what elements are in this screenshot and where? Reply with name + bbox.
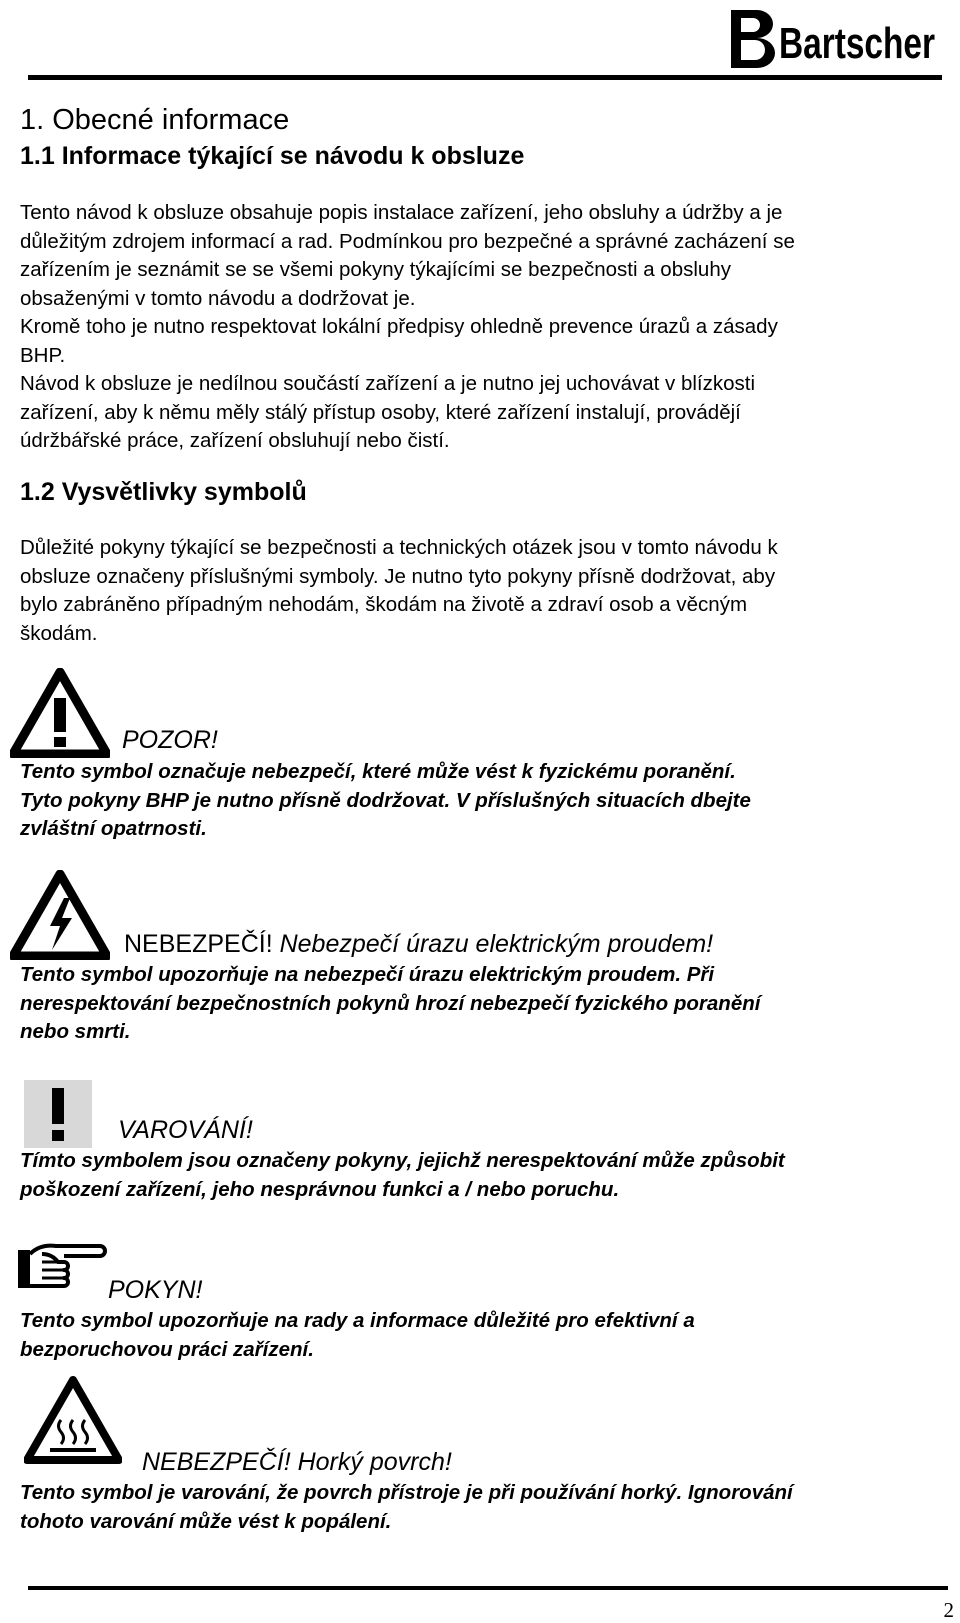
exclamation-icon — [24, 1080, 92, 1148]
footer-rule — [28, 1586, 948, 1590]
pozor-text — [20, 758, 950, 844]
paragraph-line: důležitým zdrojem informací a rad. Podmínkou pro bezpečné a správné zacházení se — [20, 229, 795, 253]
symbol-line: Tento symbol upozorňuje na rady a informace důležité pro efektivní a — [20, 1309, 695, 1332]
paragraph-line: bylo zabráněno případným nehodám, škodám na životě a zdraví osob a věcným — [20, 593, 748, 616]
symbol-line: poškození zařízení, jeho nesprávnou funkci a / nebo poruchu. — [20, 1177, 620, 1201]
elektro-title-italic: Nebezpečí úrazu elektrickým proudem! — [272, 930, 714, 958]
symbol-line: tohoto varování může vést k popálení. — [20, 1509, 392, 1533]
paragraph-line: škodám. — [20, 621, 98, 645]
subsection-title-manual: 1.1 Informace týkající se návodu k obsluze — [20, 142, 525, 170]
symbol-line: Tento symbol označuje nebezpečí, které může vést k fyzickému poranění. — [20, 760, 736, 783]
subsection-title-symbols: 1.2 Vysvětlivky symbolů — [20, 478, 307, 506]
brand-text: Bartscher — [779, 19, 935, 68]
manual-info-paragraph — [20, 199, 945, 456]
paragraph-line: zařízení, aby k němu měly stálý přístup osoby, které zařízení instalují, provádějí — [20, 400, 741, 424]
bartscher-logo — [725, 4, 940, 70]
symbol-line: Tyto pokyny BHP je nutno přísně dodržovat. V příslušných situacích dbejte — [20, 788, 751, 812]
pointing-hand-icon — [18, 1242, 110, 1294]
pozor-title: POZOR! — [122, 726, 218, 754]
pokyn-text — [20, 1307, 950, 1364]
symbol-line: Tímto symbolem jsou označeny pokyny, jejichž nerespektování může způsobit — [20, 1149, 785, 1172]
paragraph-line: údržbářské práce, zařízení obsluhují nebo čistí. — [20, 429, 450, 452]
paragraph-line: obsaženými v tomto návodu a dodržovat je. — [20, 286, 416, 310]
horky-text — [20, 1479, 950, 1536]
symbol-line: nebo smrti. — [20, 1020, 131, 1043]
section-title: 1. Obecné informace — [20, 104, 290, 136]
warning-triangle-icon — [10, 668, 110, 758]
elektro-title — [124, 930, 713, 959]
hot-surface-icon — [24, 1376, 122, 1464]
symbol-line: zvláštní opatrnosti. — [20, 817, 207, 840]
paragraph-line: BHP. — [20, 343, 66, 367]
paragraph-line: Tento návod k obsluze obsahuje popis instalace zařízení, jeho obsluhy a údržby a je — [20, 201, 783, 224]
paragraph-line: Návod k obsluze je nedílnou součástí zařízení a je nutno jej uchovávat v blízkosti — [20, 372, 756, 395]
symbol-line: Tento symbol je varování, že povrch přístroje je při používání horký. Ignorování — [20, 1481, 793, 1504]
paragraph-line: zařízením je seznámit se se všemi pokyny týkajícími se bezpečnosti a obsluhy — [20, 258, 731, 281]
varovani-text — [20, 1147, 950, 1204]
electric-hazard-icon — [10, 870, 110, 960]
header-rule — [28, 75, 942, 80]
page-number: 2 — [943, 1598, 954, 1622]
pokyn-title: POKYN! — [108, 1276, 203, 1304]
elektro-text — [20, 961, 950, 1047]
elektro-title-normal: NEBEZPEČÍ! — [124, 930, 273, 958]
symbol-line: nerespektování bezpečnostních pokynů hrozí nebezpečí fyzického poranění — [20, 991, 761, 1015]
horky-title: NEBEZPEČÍ! Horký povrch! — [142, 1448, 452, 1476]
symbol-line: Tento symbol upozorňuje na nebezpečí úrazu elektrickým proudem. Při — [20, 963, 715, 986]
varovani-title: VAROVÁNÍ! — [118, 1116, 253, 1144]
symbol-line: bezporuchovou práci zařízení. — [20, 1337, 314, 1361]
paragraph-line: obsluze označeny příslušnými symboly. Je nutno tyto pokyny přísně dodržovat, aby — [20, 564, 776, 588]
paragraph-line: Kromě toho je nutno respektovat lokální předpisy ohledně prevence úrazů a zásady — [20, 315, 778, 338]
paragraph-line: Důležité pokyny týkající se bezpečnosti a technických otázek jsou v tomto návodu k — [20, 536, 778, 559]
symbols-intro-paragraph — [20, 534, 945, 648]
